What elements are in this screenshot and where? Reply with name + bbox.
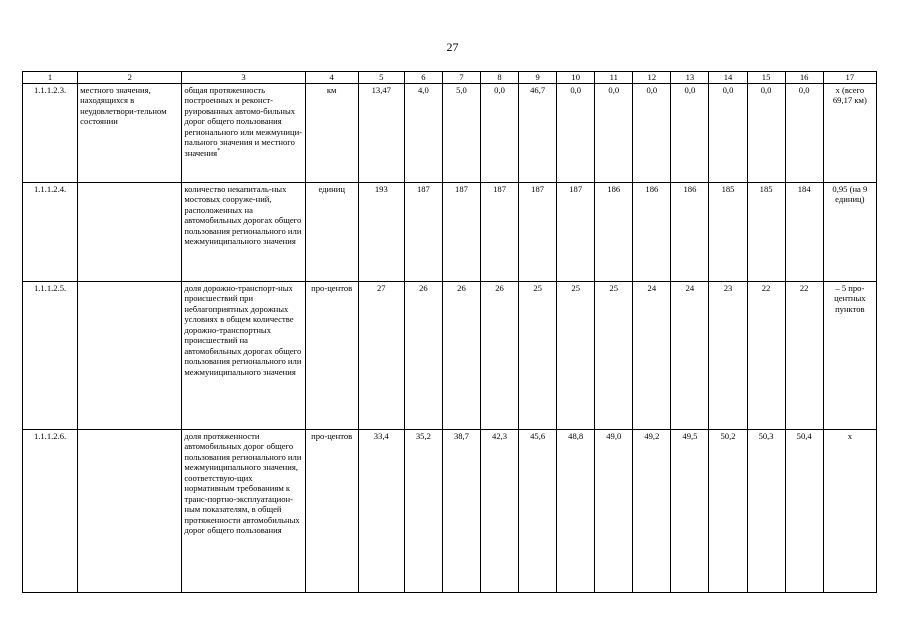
value-cell: 13,47 bbox=[358, 84, 404, 183]
indicators-table bbox=[22, 71, 877, 593]
value-cell: 25 bbox=[595, 282, 633, 430]
column-header: 11 bbox=[595, 72, 633, 84]
value-cell: 193 bbox=[358, 183, 404, 282]
column-header: 14 bbox=[709, 72, 747, 84]
value-cell: 27 bbox=[358, 282, 404, 430]
value-cell: 186 bbox=[671, 183, 709, 282]
value-cell: 185 bbox=[747, 183, 785, 282]
value-cell: 24 bbox=[671, 282, 709, 430]
column-header: 9 bbox=[519, 72, 557, 84]
column-header: 2 bbox=[78, 72, 182, 84]
result-cell: 0,95 (на 9 единиц) bbox=[823, 183, 876, 282]
indicator-name: доля дорожно-транспорт-ных происшествий при неблагоприятных дорожных условиях в общем количестве дорожно-транспортных происшествий на автомобильных дорогах общего пользования регионального или межмуниципального значения bbox=[182, 282, 305, 430]
value-cell: 22 bbox=[785, 282, 823, 430]
value-cell: 187 bbox=[404, 183, 442, 282]
column-header: 6 bbox=[404, 72, 442, 84]
value-cell: 186 bbox=[633, 183, 671, 282]
unit: про-центов bbox=[305, 430, 358, 593]
row-code: 1.1.1.2.3. bbox=[23, 84, 78, 183]
row-code: 1.1.1.2.4. bbox=[23, 183, 78, 282]
row-code: 1.1.1.2.5. bbox=[23, 282, 78, 430]
indicator-name: доля протяженности автомобильных дорог общего пользования регионального или межмуниципального значения, соответствую-щих нормативным требованиям к транс-портно-эксплуатацион-ным показателям, в общей протяженности автомобильных дорог общего пользования bbox=[182, 430, 305, 593]
column-header: 10 bbox=[557, 72, 595, 84]
value-cell: 50,3 bbox=[747, 430, 785, 593]
value-cell: 187 bbox=[481, 183, 519, 282]
value-cell: 0,0 bbox=[633, 84, 671, 183]
column-header: 17 bbox=[823, 72, 876, 84]
value-cell: 24 bbox=[633, 282, 671, 430]
value-cell: 0,0 bbox=[671, 84, 709, 183]
value-cell: 50,2 bbox=[709, 430, 747, 593]
table-row bbox=[23, 183, 877, 282]
unit: км bbox=[305, 84, 358, 183]
value-cell: 50,4 bbox=[785, 430, 823, 593]
column-header: 15 bbox=[747, 72, 785, 84]
row-code: 1.1.1.2.6. bbox=[23, 430, 78, 593]
value-cell: 0,0 bbox=[595, 84, 633, 183]
header-row bbox=[23, 72, 877, 84]
table-row bbox=[23, 282, 877, 430]
column-header: 8 bbox=[481, 72, 519, 84]
column-header: 4 bbox=[305, 72, 358, 84]
table-row bbox=[23, 430, 877, 593]
indicator-name: общая протяженность построенных и реконст-руированных автомо-бильных дорог общего пользования регионального или межмуници-пального значения и местного значения* bbox=[182, 84, 305, 183]
value-cell: 25 bbox=[519, 282, 557, 430]
value-cell: 0,0 bbox=[557, 84, 595, 183]
task-description: местного значения, находящихся в неудовлетвори-тельном состоянии bbox=[78, 84, 182, 183]
value-cell: 187 bbox=[519, 183, 557, 282]
column-header: 1 bbox=[23, 72, 78, 84]
value-cell: 26 bbox=[442, 282, 480, 430]
value-cell: 184 bbox=[785, 183, 823, 282]
value-cell: 49,2 bbox=[633, 430, 671, 593]
value-cell: 185 bbox=[709, 183, 747, 282]
result-cell: – 5 про-центных пунктов bbox=[823, 282, 876, 430]
value-cell: 23 bbox=[709, 282, 747, 430]
value-cell: 46,7 bbox=[519, 84, 557, 183]
unit: единиц bbox=[305, 183, 358, 282]
result-cell: х bbox=[823, 430, 876, 593]
indicator-name: количество некапиталь-ных мостовых сооруже-ний, расположенных на автомобильных дорогах общего пользования регионального или межмуниципального значения bbox=[182, 183, 305, 282]
value-cell: 186 bbox=[595, 183, 633, 282]
page-number: 27 bbox=[446, 40, 459, 54]
table-row bbox=[23, 84, 877, 183]
value-cell: 26 bbox=[404, 282, 442, 430]
value-cell: 187 bbox=[557, 183, 595, 282]
value-cell: 25 bbox=[557, 282, 595, 430]
column-header: 3 bbox=[182, 72, 305, 84]
column-header: 12 bbox=[633, 72, 671, 84]
value-cell: 35,2 bbox=[404, 430, 442, 593]
value-cell: 0,0 bbox=[481, 84, 519, 183]
column-header: 7 bbox=[442, 72, 480, 84]
column-header: 5 bbox=[358, 72, 404, 84]
unit: про-центов bbox=[305, 282, 358, 430]
value-cell: 38,7 bbox=[442, 430, 480, 593]
task-description bbox=[78, 282, 182, 430]
value-cell: 49,0 bbox=[595, 430, 633, 593]
column-header: 16 bbox=[785, 72, 823, 84]
value-cell: 0,0 bbox=[785, 84, 823, 183]
value-cell: 4,0 bbox=[404, 84, 442, 183]
value-cell: 33,4 bbox=[358, 430, 404, 593]
value-cell: 45,6 bbox=[519, 430, 557, 593]
column-header: 13 bbox=[671, 72, 709, 84]
value-cell: 48,8 bbox=[557, 430, 595, 593]
result-cell: х (всего 69,17 км) bbox=[823, 84, 876, 183]
value-cell: 187 bbox=[442, 183, 480, 282]
value-cell: 22 bbox=[747, 282, 785, 430]
value-cell: 49,5 bbox=[671, 430, 709, 593]
task-description bbox=[78, 430, 182, 593]
value-cell: 26 bbox=[481, 282, 519, 430]
task-description bbox=[78, 183, 182, 282]
value-cell: 5,0 bbox=[442, 84, 480, 183]
value-cell: 0,0 bbox=[709, 84, 747, 183]
value-cell: 42,3 bbox=[481, 430, 519, 593]
value-cell: 0,0 bbox=[747, 84, 785, 183]
